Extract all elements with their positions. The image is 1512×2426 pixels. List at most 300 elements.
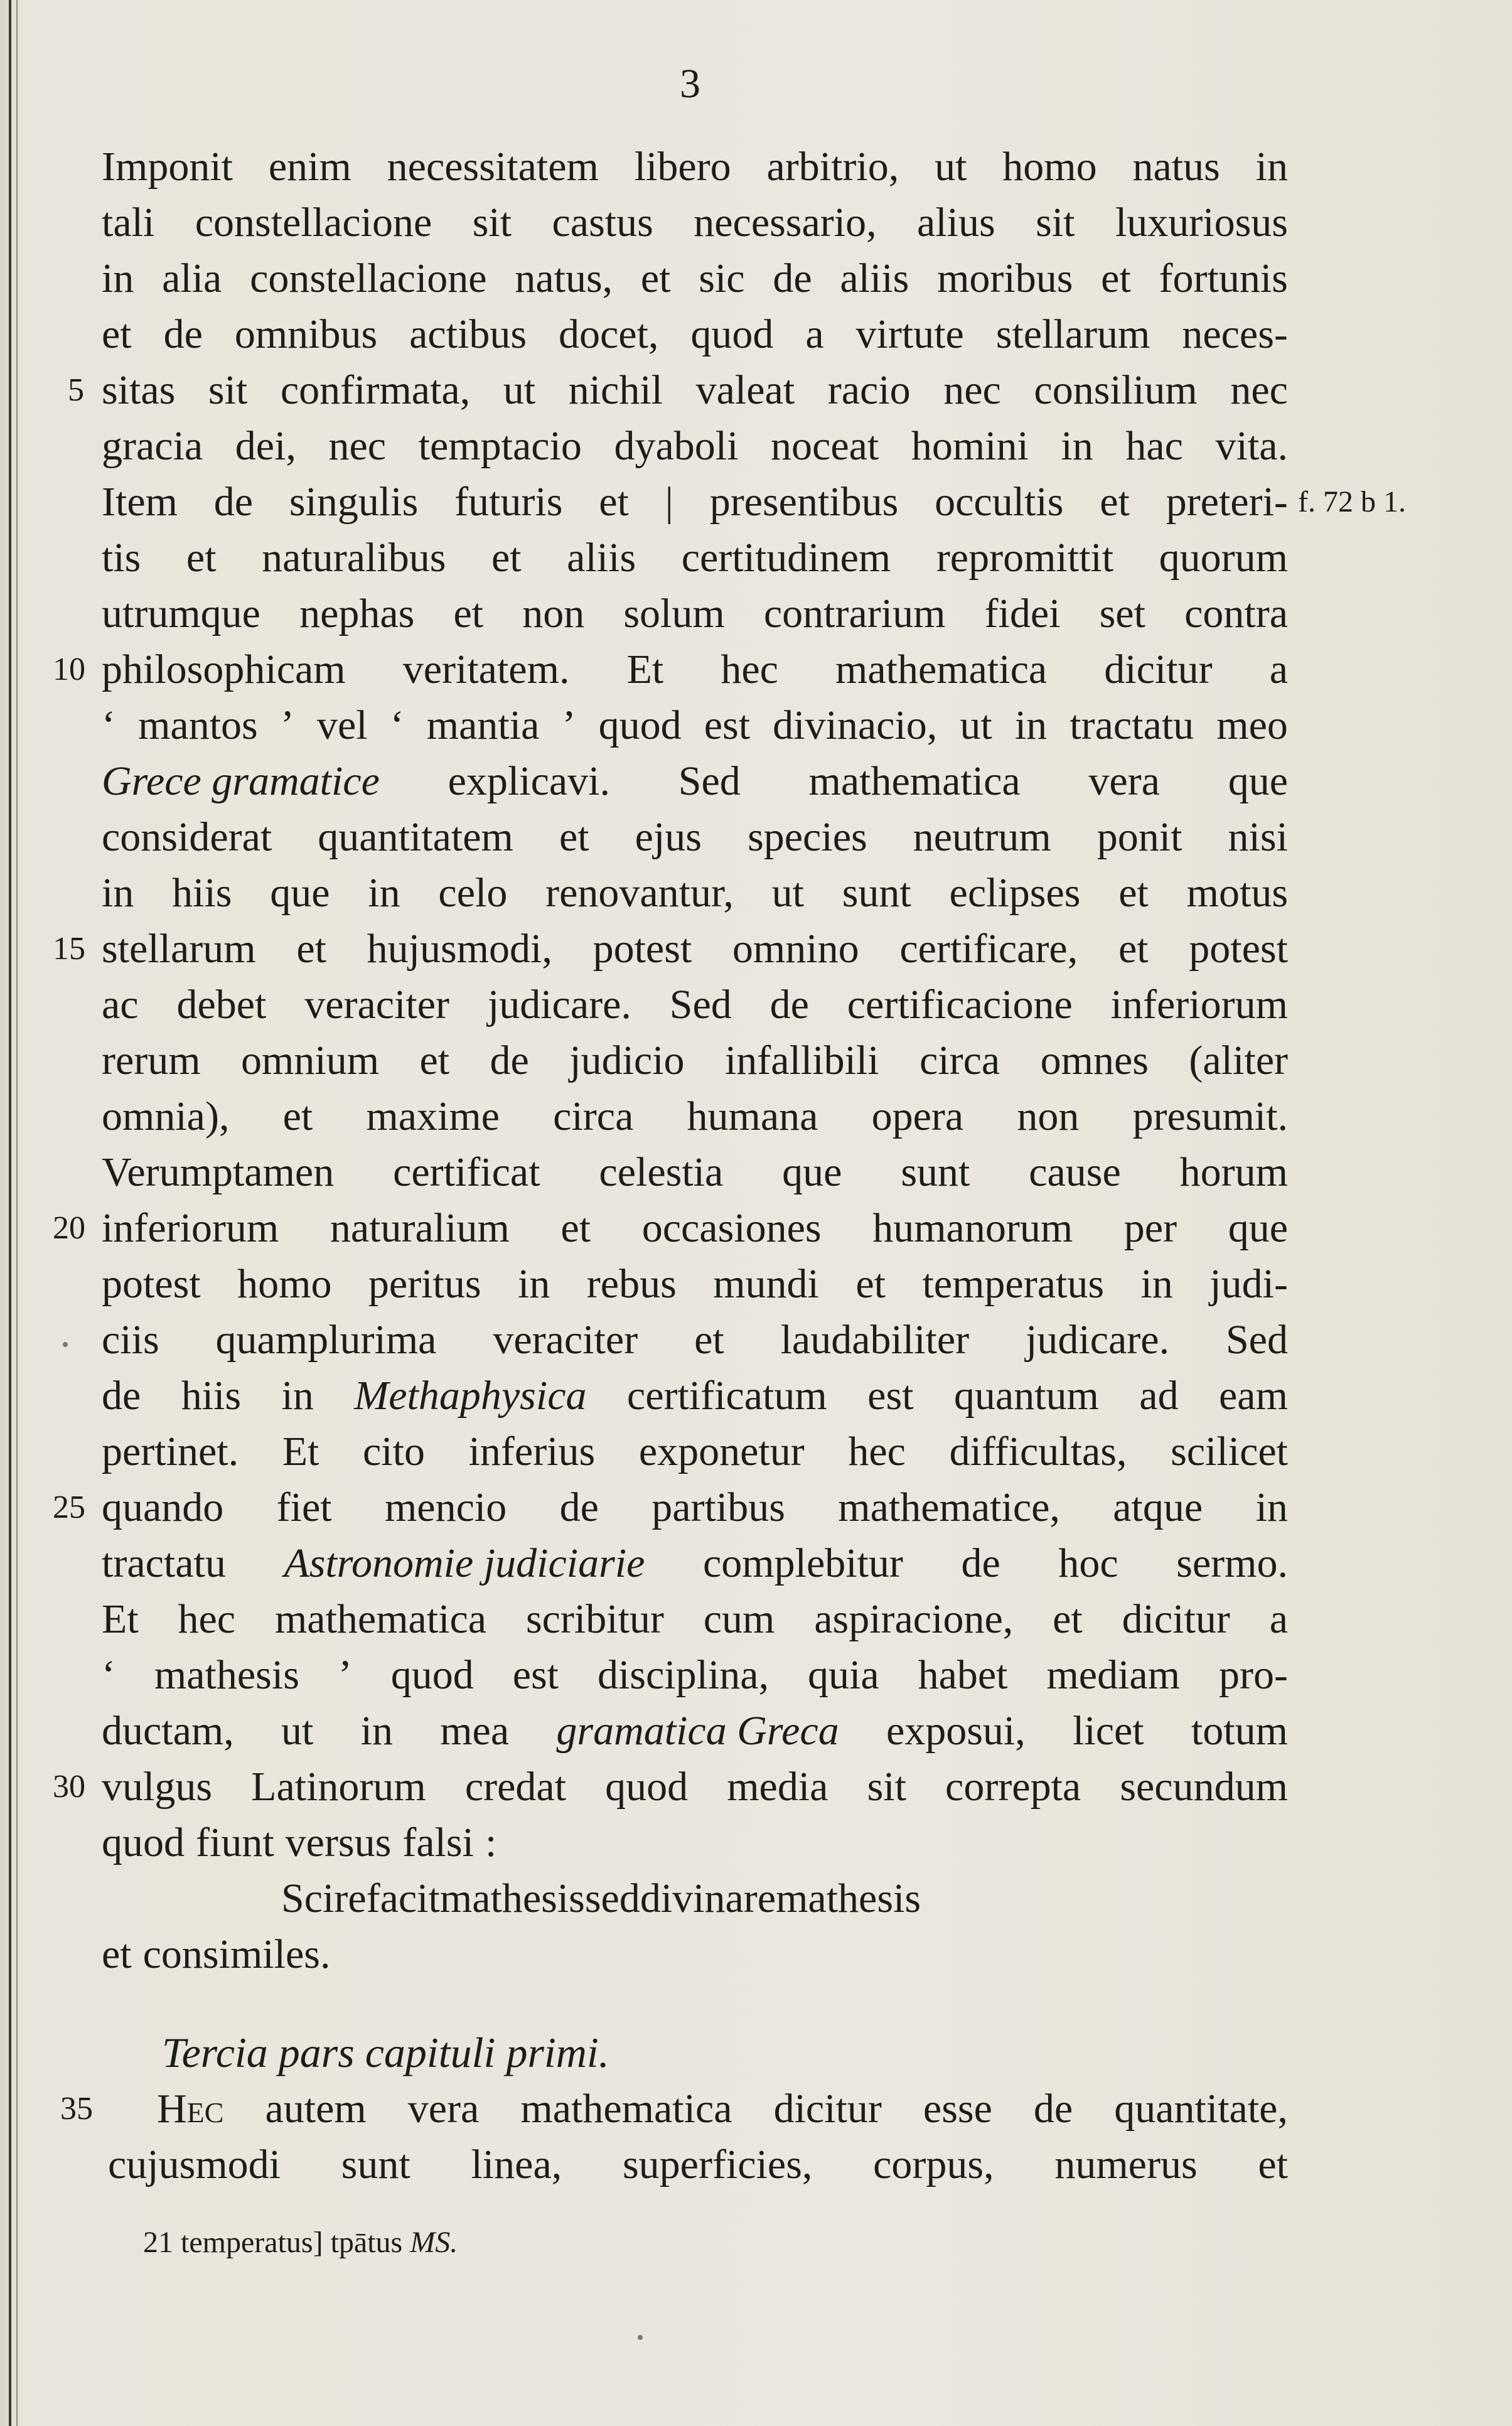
page-number: 3 xyxy=(680,61,701,107)
text-line xyxy=(102,1704,1288,1759)
text-line xyxy=(102,1759,1288,1815)
word: hec xyxy=(721,647,778,692)
word: et xyxy=(1101,255,1131,301)
word: in xyxy=(1255,1484,1288,1530)
word: occasiones xyxy=(641,1205,822,1251)
word: actibus xyxy=(409,311,527,357)
word: potest xyxy=(592,926,692,972)
word: ’ xyxy=(338,1652,352,1698)
word: constellacione xyxy=(250,255,487,301)
word: contrarium xyxy=(763,591,946,636)
word: et xyxy=(491,535,522,581)
word: ut xyxy=(281,1708,314,1754)
word: veraciter xyxy=(304,982,450,1028)
word: mea xyxy=(440,1708,510,1754)
text-line xyxy=(102,1368,1288,1424)
word: hec xyxy=(848,1429,906,1474)
word: rerum xyxy=(102,1038,201,1083)
word: et xyxy=(1053,1596,1083,1642)
word: sic xyxy=(699,255,745,301)
word: preteri- xyxy=(1166,479,1288,525)
word: certitudinem xyxy=(681,535,891,581)
word: difficultas, xyxy=(949,1429,1127,1474)
word: docet, xyxy=(559,311,659,357)
word: sunt xyxy=(341,2142,410,2187)
word: correpta xyxy=(945,1764,1081,1810)
word: confirmata, xyxy=(280,367,471,413)
text-line xyxy=(102,1257,1288,1312)
word: et xyxy=(1100,479,1130,525)
word: quod xyxy=(690,311,774,357)
word: vera xyxy=(1088,758,1160,804)
word: hiis xyxy=(172,870,232,916)
word: certificatum xyxy=(626,1373,827,1419)
word: potest xyxy=(102,1261,201,1307)
word: celo xyxy=(438,870,508,916)
word: de xyxy=(213,479,254,525)
word: rebus xyxy=(586,1261,677,1307)
word: et xyxy=(1118,870,1149,916)
word: homo xyxy=(237,1261,332,1307)
word: et xyxy=(1258,2142,1288,2187)
drop-word: Hec xyxy=(157,2086,224,2132)
word: complebitur xyxy=(703,1540,903,1586)
word: que xyxy=(782,1149,842,1195)
word: veritatem. xyxy=(402,647,570,692)
word: mathematica xyxy=(520,2086,732,2132)
word: tis xyxy=(102,535,141,581)
word: in xyxy=(1140,1261,1173,1307)
text-line xyxy=(102,139,1288,195)
word: sunt xyxy=(842,870,911,916)
word: inferiorum xyxy=(102,1205,279,1251)
text-line xyxy=(102,1089,1288,1144)
word: necessario, xyxy=(694,200,877,245)
word: in xyxy=(102,870,134,916)
text-line xyxy=(108,2137,1288,2193)
line-number: 10 xyxy=(53,652,85,687)
word: potest xyxy=(1189,926,1288,972)
word: inferius xyxy=(468,1429,596,1474)
word: moribus xyxy=(937,255,1073,301)
word: sunt xyxy=(901,1149,970,1195)
word: judicio xyxy=(569,1038,685,1083)
word: a xyxy=(1269,647,1288,692)
word: considerat xyxy=(102,814,272,860)
word: tractatu xyxy=(102,1540,226,1586)
word: certificat xyxy=(393,1149,540,1195)
word: in xyxy=(1061,423,1093,469)
word: Latinorum xyxy=(251,1764,426,1810)
word: quod xyxy=(390,1652,474,1698)
word: divinacio, xyxy=(773,702,938,748)
word: non xyxy=(1017,1093,1080,1139)
word: ‘ xyxy=(390,702,404,748)
word: autem xyxy=(265,2086,367,2132)
word: de xyxy=(961,1540,1000,1586)
word: in xyxy=(102,255,134,301)
word: habet xyxy=(918,1652,1008,1698)
word: sit xyxy=(208,367,248,413)
word: per xyxy=(1123,1205,1177,1251)
word: ut xyxy=(771,870,804,916)
word: celestia xyxy=(599,1149,724,1195)
word: fidei xyxy=(984,591,1061,636)
word: natus, xyxy=(515,255,613,301)
word: : xyxy=(485,1820,497,1865)
word: Scire xyxy=(281,1876,367,1921)
italic-title: Grece gramatice xyxy=(102,758,380,804)
word: circa xyxy=(920,1038,1000,1083)
word: naturalium xyxy=(330,1205,510,1251)
word: horum xyxy=(1179,1149,1288,1195)
word: vera xyxy=(407,2086,480,2132)
word: judicare. xyxy=(487,982,631,1028)
word: quod xyxy=(102,1820,185,1865)
word: superficies, xyxy=(623,2142,813,2187)
word: mathesis xyxy=(154,1652,299,1698)
word: dicitur xyxy=(773,2086,882,2132)
word: laudabiliter xyxy=(780,1317,970,1363)
word: hiis xyxy=(181,1373,242,1419)
text-line xyxy=(102,1648,1288,1703)
word: nichil xyxy=(568,367,663,413)
word: et xyxy=(1118,926,1149,972)
word: cum xyxy=(703,1596,775,1642)
word: homo xyxy=(1002,144,1097,190)
word: de xyxy=(490,1038,529,1083)
word: de xyxy=(163,311,203,357)
word: vita. xyxy=(1215,423,1288,469)
word: dicitur xyxy=(1122,1596,1230,1642)
text-line xyxy=(102,586,1288,641)
word: fiet xyxy=(276,1484,332,1530)
word: et xyxy=(419,1038,450,1083)
word: nec xyxy=(1230,367,1288,413)
text-line xyxy=(102,1424,1288,1479)
word: et xyxy=(282,1093,313,1139)
word: sit xyxy=(472,200,512,245)
word: in xyxy=(360,1708,393,1754)
word: futuris xyxy=(454,479,563,525)
word: solum xyxy=(623,591,725,636)
word: mathematice, xyxy=(838,1484,1060,1530)
word: fiunt xyxy=(196,1820,274,1865)
word: et xyxy=(186,535,217,581)
italic-title: gramatica Greca xyxy=(556,1708,839,1754)
word: Et xyxy=(626,647,664,692)
word: aliis xyxy=(840,255,909,301)
binding-shadow xyxy=(16,0,18,2426)
word: atque xyxy=(1113,1484,1203,1530)
word: a xyxy=(1269,1596,1288,1642)
word: corpus, xyxy=(873,2142,994,2187)
word: consimiles. xyxy=(142,1931,331,1977)
word: certificare, xyxy=(899,926,1078,972)
word: Imponit xyxy=(102,144,233,190)
word: racio xyxy=(827,367,911,413)
text-line xyxy=(102,1536,1288,1591)
word: renovantur, xyxy=(545,870,734,916)
word: humanorum xyxy=(872,1205,1073,1251)
word: humana xyxy=(687,1093,818,1139)
word: natus xyxy=(1132,144,1220,190)
word: aspiracione, xyxy=(814,1596,1014,1642)
text-line xyxy=(102,977,1288,1033)
text-line xyxy=(102,1592,1288,1647)
text-line xyxy=(102,1145,1288,1200)
word: occultis xyxy=(935,479,1064,525)
word: sermo. xyxy=(1176,1540,1288,1586)
word: quamplurima xyxy=(215,1317,437,1363)
word: hujusmodi, xyxy=(367,926,552,972)
word: vulgus xyxy=(102,1764,213,1810)
line-number: 5 xyxy=(68,372,84,408)
word: maxime xyxy=(366,1093,500,1139)
word: fortunis xyxy=(1159,255,1288,301)
word: opera xyxy=(871,1093,964,1139)
text-line xyxy=(157,2081,1288,2137)
word: naturalibus xyxy=(262,535,446,581)
italic-title: Methaphysica xyxy=(354,1373,587,1419)
word: judicare. xyxy=(1026,1317,1170,1363)
word: et xyxy=(296,926,326,972)
line-number: 30 xyxy=(53,1769,85,1805)
word: et xyxy=(599,479,629,525)
word: in xyxy=(518,1261,550,1307)
word: non xyxy=(522,591,585,636)
word: noceat xyxy=(771,423,879,469)
margin-speck xyxy=(63,1342,68,1347)
word: sed xyxy=(584,1876,640,1921)
word: valeat xyxy=(695,367,795,413)
word: ciis xyxy=(102,1317,159,1363)
word: Verumptamen xyxy=(102,1149,335,1195)
word: necessitatem xyxy=(387,144,599,190)
word: ejus xyxy=(635,814,702,860)
word: aliis xyxy=(567,535,636,581)
word: neutrum xyxy=(913,814,1051,860)
word: omnes xyxy=(1040,1038,1149,1083)
word: Sed xyxy=(678,758,741,804)
word: licet xyxy=(1073,1708,1144,1754)
text-line xyxy=(102,195,1288,250)
text-line xyxy=(102,698,1288,753)
word: ut xyxy=(935,144,967,190)
word: ut xyxy=(960,702,992,748)
word: mantos xyxy=(138,702,258,748)
binding-edge xyxy=(9,0,11,2426)
word: circa xyxy=(553,1093,634,1139)
word: mundi xyxy=(713,1261,819,1307)
text-line xyxy=(102,307,1288,362)
word: cito xyxy=(362,1429,425,1474)
word: nisi xyxy=(1228,814,1288,860)
word: Item xyxy=(102,479,178,525)
word: inferiorum xyxy=(1110,982,1288,1028)
word: et xyxy=(453,591,484,636)
text-line xyxy=(102,1480,1288,1535)
word: peritus xyxy=(368,1261,481,1307)
word: quod xyxy=(598,702,682,748)
text-line xyxy=(102,419,1288,474)
word: que xyxy=(270,870,330,916)
line-number: 20 xyxy=(53,1210,85,1246)
word: eclipses xyxy=(949,870,1081,916)
word: tractatu xyxy=(1070,702,1194,748)
word: ’ xyxy=(280,702,294,748)
word: eam xyxy=(1219,1373,1288,1419)
word: exponetur xyxy=(638,1429,805,1474)
word: de xyxy=(1033,2086,1073,2132)
word: tali xyxy=(102,200,155,245)
word: species xyxy=(748,814,867,860)
word: omnino xyxy=(732,926,859,972)
word: totum xyxy=(1191,1708,1288,1754)
word: omnium xyxy=(241,1038,380,1083)
word: libero xyxy=(634,144,731,190)
word: media xyxy=(727,1764,828,1810)
word: contra xyxy=(1184,591,1288,636)
word: quando xyxy=(102,1484,224,1530)
section-heading: Tercia pars capituli primi. xyxy=(162,2029,609,2076)
word: consilium xyxy=(1034,367,1198,413)
word: (aliter xyxy=(1189,1038,1288,1083)
word: in xyxy=(1014,702,1048,748)
word: et xyxy=(102,1931,132,1977)
text-line xyxy=(102,754,1288,809)
word: mathematica xyxy=(835,647,1048,692)
footnote-ref: 21 temperatus] tpātus xyxy=(143,2226,403,2259)
word: constellacione xyxy=(195,200,432,245)
word: secundum xyxy=(1120,1764,1288,1810)
word: a xyxy=(805,311,824,357)
word: in xyxy=(1255,144,1288,190)
word: alius xyxy=(917,200,995,245)
word: facit xyxy=(366,1876,440,1921)
folio-margin-note: f. 72 b 1. xyxy=(1298,485,1406,518)
word: ‘ xyxy=(102,1652,115,1698)
word: est xyxy=(704,702,751,748)
text-line xyxy=(102,1033,1288,1088)
word: dei, xyxy=(235,423,296,469)
word: judi- xyxy=(1209,1261,1288,1307)
word: presentibus xyxy=(709,479,899,525)
word: temptacio xyxy=(418,423,582,469)
word: in xyxy=(368,870,400,916)
word: que xyxy=(1228,1205,1288,1251)
word: infallibili xyxy=(724,1038,879,1083)
word: stellarum xyxy=(995,311,1150,357)
word: quia xyxy=(808,1652,879,1698)
word: Sed xyxy=(1225,1317,1288,1363)
word: mathematica xyxy=(808,758,1021,804)
word: ac xyxy=(102,982,139,1028)
word: est xyxy=(512,1652,559,1698)
word: linea, xyxy=(471,2142,562,2187)
word: cause xyxy=(1029,1149,1121,1195)
word: de xyxy=(769,982,809,1028)
word: in xyxy=(281,1373,314,1419)
line-number: 35 xyxy=(60,2091,93,2127)
word: Et xyxy=(282,1429,319,1474)
word: debet xyxy=(176,982,267,1028)
word: mediam xyxy=(1046,1652,1181,1698)
word: credat xyxy=(464,1764,567,1810)
word: falsi xyxy=(402,1820,474,1865)
word: | xyxy=(665,479,673,525)
word: et xyxy=(855,1261,886,1307)
word: quorum xyxy=(1159,535,1288,581)
word: set xyxy=(1099,591,1145,636)
text-line xyxy=(102,810,1288,865)
word: sit xyxy=(1036,200,1075,245)
word: scilicet xyxy=(1171,1429,1288,1474)
word: ’ xyxy=(562,702,576,748)
word: exposui, xyxy=(886,1708,1026,1754)
word: de xyxy=(102,1373,141,1419)
word: explicavi. xyxy=(448,758,611,804)
word: et xyxy=(560,1205,591,1251)
word: veraciter xyxy=(493,1317,638,1363)
text-line xyxy=(102,1312,1288,1368)
word: repromittit xyxy=(936,535,1114,581)
word: de xyxy=(773,255,812,301)
footnote-source: MS. xyxy=(410,2226,458,2259)
text-line xyxy=(281,1871,1467,1926)
text-line xyxy=(102,1201,1288,1256)
text-line xyxy=(102,1927,1288,1982)
word: castus xyxy=(552,200,653,245)
text-line xyxy=(102,475,1288,530)
word: est xyxy=(867,1373,914,1419)
text-line xyxy=(102,530,1288,586)
word: certificacione xyxy=(847,982,1073,1028)
word: utrumque xyxy=(102,591,260,636)
word: pertinet. xyxy=(102,1429,239,1474)
word: esse xyxy=(923,2086,992,2132)
word: versus xyxy=(285,1820,392,1865)
word: virtute xyxy=(855,311,964,357)
word: presumit. xyxy=(1132,1093,1288,1139)
word: hac xyxy=(1125,423,1183,469)
italic-title: Astronomie judiciarie xyxy=(284,1540,645,1586)
word: scribitur xyxy=(525,1596,664,1642)
word: omnibus xyxy=(234,311,378,357)
line-number: 25 xyxy=(53,1489,85,1525)
word: mantia xyxy=(426,702,540,748)
line-number: 15 xyxy=(53,931,85,967)
word: mathesis xyxy=(439,1876,585,1921)
text-line xyxy=(102,642,1288,697)
word: Sed xyxy=(669,982,732,1028)
word: gracia xyxy=(102,423,203,469)
text-line xyxy=(102,251,1288,306)
word: quantitatem xyxy=(318,814,513,860)
word: divinare xyxy=(640,1876,776,1921)
word: nec xyxy=(328,423,387,469)
word: dyaboli xyxy=(614,423,739,469)
word: ponit xyxy=(1096,814,1182,860)
word: meo xyxy=(1216,702,1288,748)
text-line xyxy=(102,1815,1288,1870)
word: hoc xyxy=(1058,1540,1118,1586)
word: mathesis xyxy=(776,1876,921,1921)
word: enim xyxy=(268,144,351,190)
word: luxuriosus xyxy=(1115,200,1288,245)
word: sit xyxy=(867,1764,906,1810)
word: arbitrio, xyxy=(766,144,899,190)
